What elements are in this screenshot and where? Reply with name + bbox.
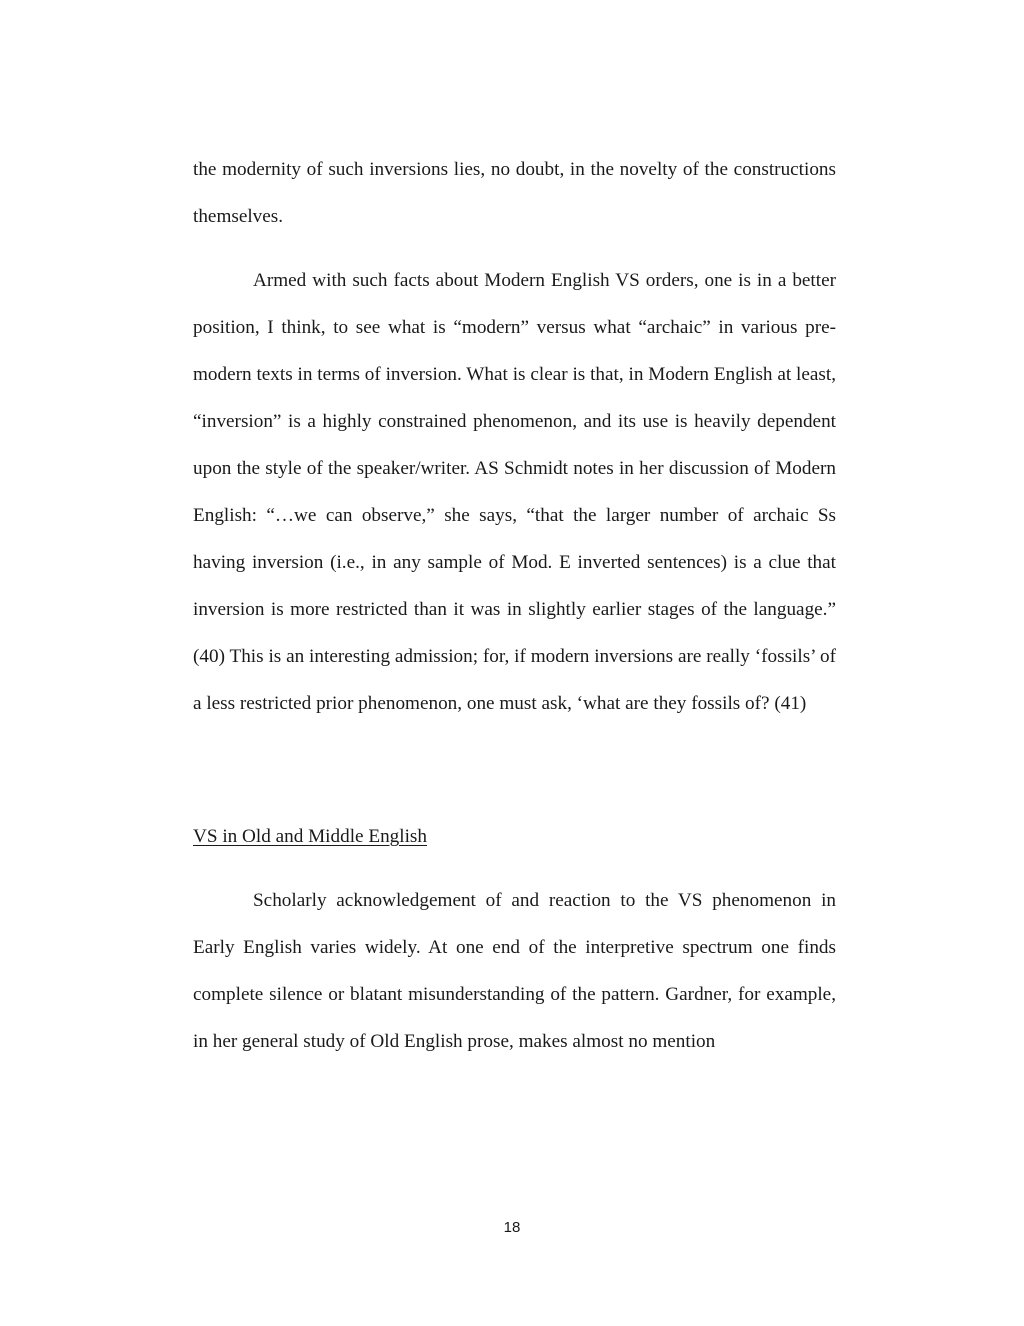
section-heading: VS in Old and Middle English	[193, 826, 427, 847]
paragraph-modern-english-vs: Armed with such facts about Modern English VS orders, one is in a better position, I think, to see what is “modern” versus what “archaic” in various pre-modern texts in terms of inversion. What is clear is that, in Modern English at least, “inversion” is a highly constrained phenomenon, and its use is heavily dependent upon the style of the speaker/writer. AS Schmidt notes in her discussion of Modern English: “…we can observe,” she says, “that the larger number of archaic Ss having inversion (i.e., in any sample of Mod. E inverted sentences) is a clue that inversion is more restricted than it was in slightly earlier stages of the language.” (40) This is an interesting admission; for, if modern inversions are really ‘fossils’ of a less restricted prior phenomenon, one must ask, ‘what are they fossils of? (41)	[193, 270, 836, 714]
paragraph-scholarly-acknowledgement: Scholarly acknowledgement of and reaction to the VS phenomenon in Early English varies widely. At one end of the interpretive spectrum one finds complete silence or blatant misunderstanding of the pattern. Gardner, for example, in her general study of Old English prose, makes almost no mention	[193, 890, 836, 1052]
page-number: 18	[503, 1219, 521, 1236]
section-gap	[193, 727, 836, 813]
body-text	[193, 146, 836, 1065]
paragraph-gap	[193, 240, 836, 257]
paragraph-continuation: the modernity of such inversions lies, no doubt, in the novelty of the constructions themselves.	[193, 159, 836, 227]
paragraph-gap	[193, 860, 836, 877]
